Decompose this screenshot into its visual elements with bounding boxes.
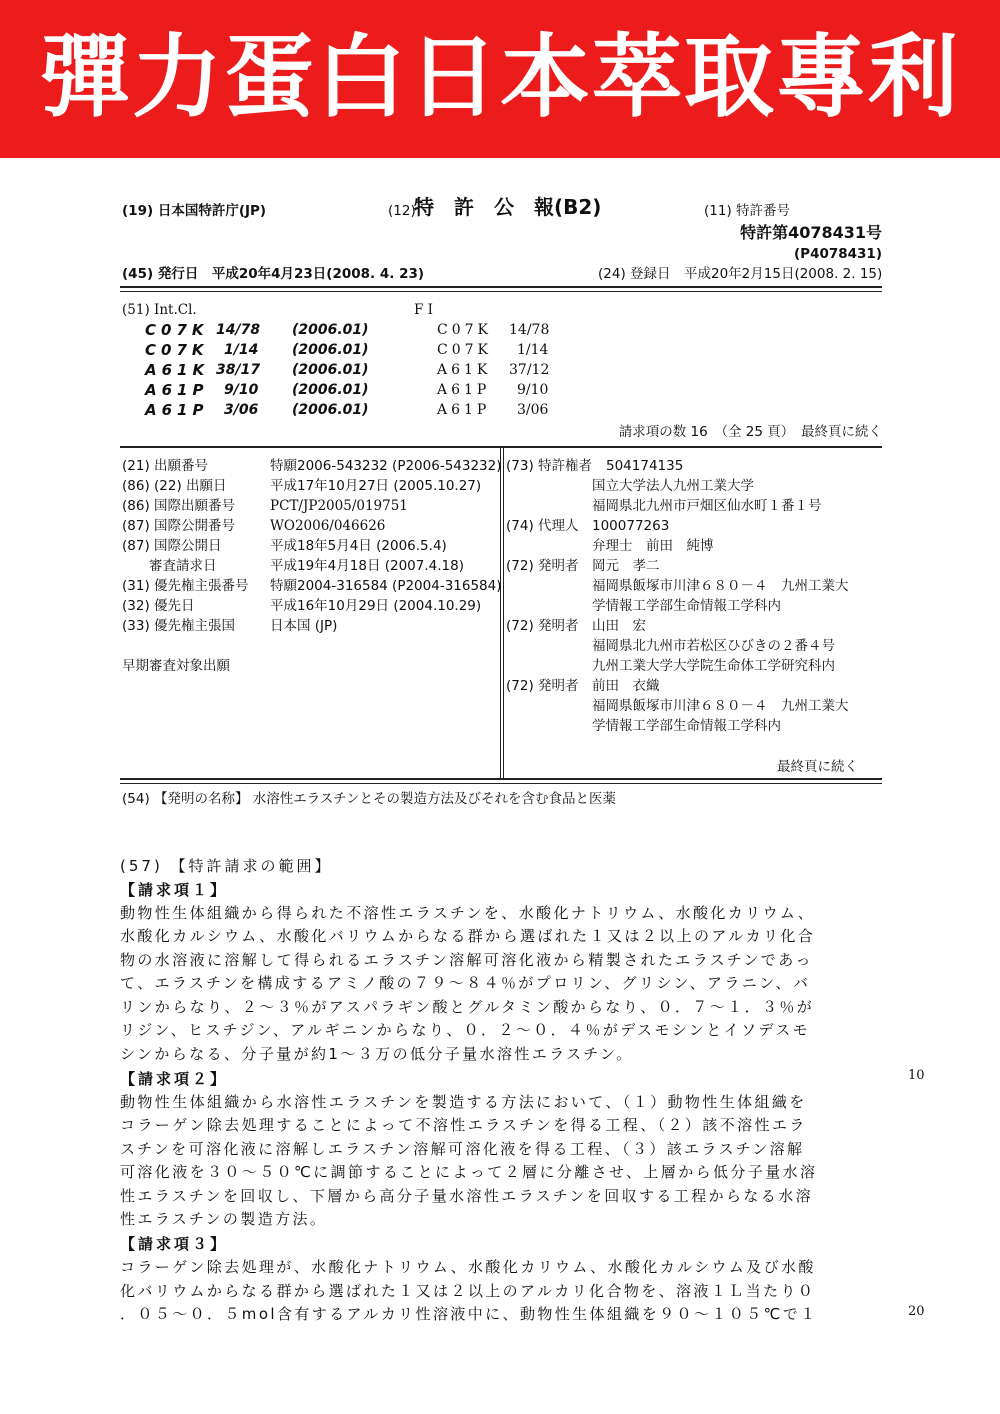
patent-office: (19) 日本国特許庁(JP) xyxy=(122,203,267,219)
claim-2-heading: 【請求項２】 xyxy=(120,1070,229,1088)
intcl-label: (51) Int.Cl. xyxy=(122,302,197,318)
margin-line-number: 10 xyxy=(908,1068,925,1083)
biblio-label: (86) (22) 出願日 xyxy=(122,478,227,494)
publication-kind: 特 許 公 報(B2) xyxy=(414,195,602,219)
claim-1-line: 物の水溶液に溶解して得られるエラスチン溶解可溶化液から精製されたエラスチンであっ xyxy=(120,951,813,969)
ipc-date: (2006.01) xyxy=(292,342,369,358)
biblio-value: 特願2004-316584 (P2004-316584) xyxy=(270,578,502,594)
biblio-bottom-rule-thin xyxy=(120,783,882,784)
kind-prefix: (12) xyxy=(388,203,416,219)
ipc-code: A61K xyxy=(145,361,210,379)
biblio-value: 福岡県北九州市戸畑区仙水町１番１号 xyxy=(592,498,822,514)
biblio-top-rule xyxy=(120,446,882,448)
biblio-bottom-rule xyxy=(120,778,882,780)
continued-note: 最終頁に続く xyxy=(777,759,858,775)
biblio-label: (72) 発明者 xyxy=(506,678,579,694)
claim-1-line: 水酸化カルシウム、水酸化バリウムからなる群から選ばれた１又は２以上のアルカリ化合 xyxy=(120,927,816,945)
ipc-group: 38/17 xyxy=(216,362,261,378)
fi-label: F I xyxy=(414,302,433,318)
fi-code: A61P xyxy=(437,382,491,398)
early-exam-note: 早期審査対象出願 xyxy=(122,658,230,674)
fi-group: 9/10 xyxy=(517,382,549,398)
header-rule-thin xyxy=(120,291,882,292)
biblio-value: 学情報工学部生命情報工学科内 xyxy=(592,598,781,614)
biblio-value: 平成16年10月29日 (2004.10.29) xyxy=(270,598,482,614)
ipc-code: A61P xyxy=(145,401,209,419)
ipc-date: (2006.01) xyxy=(292,322,369,338)
biblio-label: (86) 国際出願番号 xyxy=(122,498,236,514)
fi-group: 14/78 xyxy=(509,322,550,338)
claim-1-line: 動物性生体組織から得られた不溶性エラスチンを、水酸化ナトリウム、水酸化カリウム、 xyxy=(120,904,816,922)
claim-3-line: コラーゲン除去処理が、水酸化ナトリウム、水酸化カリウム、水酸化カルシウム及び水酸 xyxy=(120,1258,816,1276)
issue-date: (45) 発行日 平成20年4月23日(2008. 4. 23) xyxy=(122,266,425,282)
biblio-value: 学情報工学部生命情報工学科内 xyxy=(592,718,781,734)
biblio-label: 審査請求日 xyxy=(122,558,217,574)
biblio-value: 平成19年4月18日 (2007.4.18) xyxy=(270,558,464,574)
claim-3-heading: 【請求項３】 xyxy=(120,1235,229,1253)
invention-title: (54) 【発明の名称】 水溶性エラスチンとその製造方法及びそれを含む食品と医薬 xyxy=(122,791,616,807)
patent-code: (P4078431) xyxy=(794,246,882,262)
claim-1-line: シンからなる、分子量が約1～３万の低分子量水溶性エラスチン。 xyxy=(120,1045,634,1063)
biblio-value: 山田 宏 xyxy=(592,618,646,634)
claim-1-line: リンからなり、２～３％がアスパラギン酸とグルタミン酸からなり、０．７～１．３％が xyxy=(120,998,815,1016)
fi-code: C07K xyxy=(437,322,492,338)
biblio-label: (87) 国際公開日 xyxy=(122,538,222,554)
ipc-group: 3/06 xyxy=(224,402,259,418)
registration-date: (24) 登録日 平成20年2月15日(2008. 2. 15) xyxy=(598,266,883,282)
biblio-label: (32) 優先日 xyxy=(122,598,195,614)
biblio-value: 前田 衣織 xyxy=(592,678,660,694)
ipc-code: A61P xyxy=(145,381,209,399)
claim-1-line: て、エラスチンを構成するアミノ酸の７９～８４％がプロリン、グリシン、アラニン、バ xyxy=(120,974,811,992)
biblio-value: 日本国 (JP) xyxy=(270,618,338,634)
ipc-group: 9/10 xyxy=(224,382,259,398)
biblio-label: (33) 優先権主張国 xyxy=(122,618,236,634)
claims-summary: 請求項の数 16 （全 25 頁） 最終頁に続く xyxy=(618,424,882,440)
claims-heading: (57) 【特許請求の範囲】 xyxy=(120,857,333,875)
margin-line-number: 20 xyxy=(908,1304,925,1319)
claim-1-line: リジン、ヒスチジン、アルギニンからなり、０．２～０．４％がデスモシンとイソデスモ xyxy=(120,1021,811,1039)
biblio-label: (74) 代理人 xyxy=(506,518,579,534)
biblio-value: 福岡県北九州市若松区ひびきの２番４号 xyxy=(592,638,835,654)
biblio-value: 平成18年5月4日 (2006.5.4) xyxy=(270,538,447,554)
patent-number: 特許第4078431号 xyxy=(740,223,882,242)
biblio-divider xyxy=(500,448,501,778)
ipc-code: C07K xyxy=(145,341,209,359)
claim-2-line: 可溶化液を３０～５０℃に調節することによって２層に分離させ、上層から低分子量水溶 xyxy=(120,1163,818,1181)
biblio-label: (73) 特許権者 xyxy=(506,458,593,474)
biblio-value: 100077263 xyxy=(592,518,670,534)
ipc-group: 14/78 xyxy=(216,322,261,338)
biblio-value: WO2006/046626 xyxy=(270,518,386,534)
biblio-divider-2 xyxy=(503,448,504,778)
claim-2-line: スチンを可溶化液に溶解しエラスチン溶解可溶化液を得る工程、（３）該エラスチン溶解 xyxy=(120,1140,805,1158)
fi-group: 1/14 xyxy=(517,342,549,358)
ipc-code: C07K xyxy=(145,321,209,339)
claim-1-heading: 【請求項１】 xyxy=(120,881,229,899)
fi-group: 3/06 xyxy=(517,402,549,418)
biblio-value: 平成17年10月27日 (2005.10.27) xyxy=(270,478,482,494)
biblio-value: 国立大学法人九州工業大学 xyxy=(592,478,754,494)
biblio-value: 特願2006-543232 (P2006-543232) xyxy=(270,458,502,474)
header-rule xyxy=(120,286,882,288)
biblio-value: 福岡県飯塚市川津６８０－４ 九州工業大 xyxy=(592,698,849,714)
claim-2-line: 性エラスチンを回収し、下層から高分子量水溶性エラスチンを回収する工程からなる水溶 xyxy=(120,1187,814,1205)
biblio-value: 福岡県飯塚市川津６８０－４ 九州工業大 xyxy=(592,578,849,594)
ipc-date: (2006.01) xyxy=(292,402,369,418)
biblio-value: PCT/JP2005/019751 xyxy=(270,498,408,514)
fi-code: C07K xyxy=(437,342,492,358)
biblio-label: (72) 発明者 xyxy=(506,618,579,634)
biblio-label: (87) 国際公開番号 xyxy=(122,518,236,534)
biblio-label: (21) 出願番号 xyxy=(122,458,209,474)
fi-group: 37/12 xyxy=(509,362,550,378)
claim-2-line: コラーゲン除去処理することによって不溶性エラスチンを得る工程、（２）該不溶性エラ xyxy=(120,1116,807,1134)
claim-3-line: 化バリウムからなる群から選ばれた１又は２以上のアルカリ化合物を、溶液１Ｌ当たり０ xyxy=(120,1282,816,1300)
ipc-group: 1/14 xyxy=(224,342,259,358)
claim-2-line: 動物性生体組織から水溶性エラスチンを製造する方法において、（１）動物性生体組織を xyxy=(120,1093,807,1111)
biblio-value: 504174135 xyxy=(606,458,684,474)
ipc-date: (2006.01) xyxy=(292,382,369,398)
biblio-label: (31) 優先権主張番号 xyxy=(122,578,249,594)
biblio-label: (72) 発明者 xyxy=(506,558,579,574)
biblio-value: 九州工業大学大学院生命体工学研究科内 xyxy=(592,658,835,674)
title-banner xyxy=(0,0,1000,158)
biblio-value: 岡元 孝二 xyxy=(592,558,660,574)
claim-3-line: ．０５～０．５mol含有するアルカリ性溶液中に、動物性生体組織を９０～１０５℃で１ xyxy=(120,1305,818,1323)
fi-code: A61K xyxy=(437,362,492,378)
claim-2-line: 性エラスチンの製造方法。 xyxy=(120,1210,328,1228)
fi-code: A61P xyxy=(437,402,491,418)
ipc-date: (2006.01) xyxy=(292,362,369,378)
patent-number-label: (11) 特許番号 xyxy=(704,203,791,219)
banner-title: 彈力蛋白日本萃取專利 xyxy=(40,25,960,130)
biblio-value: 弁理士 前田 純博 xyxy=(592,538,714,554)
